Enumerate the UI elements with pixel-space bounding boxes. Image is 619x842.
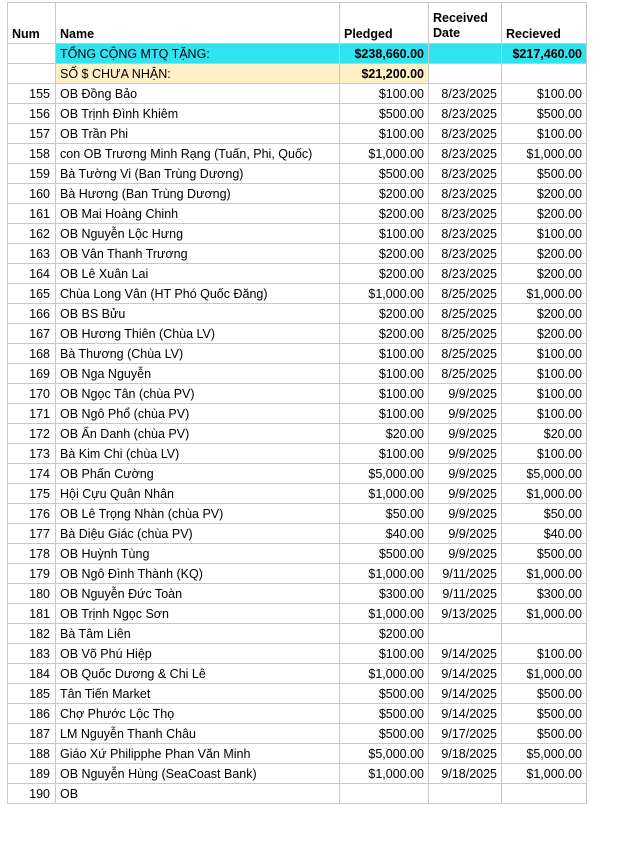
received-cell[interactable]: $200.00: [502, 184, 587, 204]
table-row: [8, 524, 587, 544]
num-cell[interactable]: 167: [8, 324, 56, 344]
name-cell[interactable]: Bà Tường Vi (Ban Trùng Dương): [56, 164, 340, 184]
date-cell[interactable]: 9/14/2025: [429, 664, 502, 684]
received-cell[interactable]: $200.00: [502, 304, 587, 324]
name-cell[interactable]: OB Nguyễn Hùng (SeaCoast Bank): [56, 764, 340, 784]
name-cell[interactable]: LM Nguyễn Thanh Châu: [56, 724, 340, 744]
num-cell[interactable]: 179: [8, 564, 56, 584]
date-cell[interactable]: 8/23/2025: [429, 264, 502, 284]
outstanding-date-cell[interactable]: [429, 64, 502, 84]
received-cell[interactable]: $20.00: [502, 424, 587, 444]
pledged-cell[interactable]: $100.00: [340, 344, 429, 364]
pledged-cell[interactable]: $100.00: [340, 124, 429, 144]
num-cell[interactable]: 185: [8, 684, 56, 704]
pledged-cell[interactable]: $500.00: [340, 704, 429, 724]
received-cell[interactable]: [502, 624, 587, 644]
pledged-cell[interactable]: $40.00: [340, 524, 429, 544]
received-cell[interactable]: $500.00: [502, 104, 587, 124]
num-cell[interactable]: 162: [8, 224, 56, 244]
pledged-cell[interactable]: $100.00: [340, 84, 429, 104]
date-cell[interactable]: 8/23/2025: [429, 124, 502, 144]
received-cell[interactable]: $1,000.00: [502, 564, 587, 584]
name-cell[interactable]: Bà Kim Chi (chùa LV): [56, 444, 340, 464]
header-pledged[interactable]: Pledged: [340, 3, 429, 44]
pledged-cell[interactable]: $200.00: [340, 324, 429, 344]
received-cell[interactable]: $500.00: [502, 684, 587, 704]
num-cell[interactable]: 163: [8, 244, 56, 264]
date-cell[interactable]: 9/13/2025: [429, 604, 502, 624]
date-cell[interactable]: 8/25/2025: [429, 284, 502, 304]
num-cell[interactable]: 177: [8, 524, 56, 544]
table-row: [8, 324, 587, 344]
num-cell[interactable]: 157: [8, 124, 56, 144]
num-cell[interactable]: 160: [8, 184, 56, 204]
received-cell[interactable]: $200.00: [502, 204, 587, 224]
name-cell[interactable]: OB Lê Trọng Nhàn (chùa PV): [56, 504, 340, 524]
num-cell[interactable]: 183: [8, 644, 56, 664]
date-cell[interactable]: 9/9/2025: [429, 524, 502, 544]
table-row: [8, 404, 587, 424]
received-cell[interactable]: $50.00: [502, 504, 587, 524]
pledged-cell[interactable]: $1,000.00: [340, 284, 429, 304]
total-date-cell[interactable]: [429, 44, 502, 64]
total-label[interactable]: TỔNG CỘNG MTQ TẶNG:: [56, 44, 340, 64]
received-cell[interactable]: $1,000.00: [502, 284, 587, 304]
table-row: [8, 164, 587, 184]
received-cell[interactable]: $500.00: [502, 544, 587, 564]
name-cell[interactable]: OB Trịnh Ngọc Sơn: [56, 604, 340, 624]
received-cell[interactable]: $500.00: [502, 704, 587, 724]
table-row: [8, 84, 587, 104]
table-body: [8, 3, 587, 804]
header-name[interactable]: Name: [56, 3, 340, 44]
pledged-cell[interactable]: $500.00: [340, 724, 429, 744]
name-cell[interactable]: OB Nga Nguyễn: [56, 364, 340, 384]
received-cell[interactable]: $200.00: [502, 244, 587, 264]
table-row: [8, 224, 587, 244]
num-cell[interactable]: 166: [8, 304, 56, 324]
pledged-cell[interactable]: $200.00: [340, 264, 429, 284]
name-cell[interactable]: Chợ Phước Lộc Thọ: [56, 704, 340, 724]
table-row: [8, 124, 587, 144]
name-cell[interactable]: Tân Tiến Market: [56, 684, 340, 704]
table-row: [8, 204, 587, 224]
table-row: [8, 244, 587, 264]
name-cell[interactable]: OB Trần Phi: [56, 124, 340, 144]
name-cell[interactable]: Bà Hương (Ban Trùng Dương): [56, 184, 340, 204]
table-row: [8, 444, 587, 464]
num-cell[interactable]: 187: [8, 724, 56, 744]
num-cell[interactable]: 159: [8, 164, 56, 184]
name-cell[interactable]: OB Nguyễn Đức Toàn: [56, 584, 340, 604]
num-cell[interactable]: 164: [8, 264, 56, 284]
num-cell[interactable]: 161: [8, 204, 56, 224]
date-cell[interactable]: 9/18/2025: [429, 744, 502, 764]
num-cell[interactable]: 169: [8, 364, 56, 384]
table-row: [8, 504, 587, 524]
date-cell[interactable]: 8/25/2025: [429, 344, 502, 364]
num-cell[interactable]: 181: [8, 604, 56, 624]
name-cell[interactable]: OB Lê Xuân Lai: [56, 264, 340, 284]
table-row: [8, 264, 587, 284]
num-cell[interactable]: 189: [8, 764, 56, 784]
num-cell[interactable]: 175: [8, 484, 56, 504]
total-num-cell[interactable]: [8, 44, 56, 64]
outstanding-received-cell[interactable]: [502, 64, 587, 84]
name-cell[interactable]: OB Nguyễn Lộc Hưng: [56, 224, 340, 244]
table-row: [8, 704, 587, 724]
date-cell[interactable]: 8/25/2025: [429, 324, 502, 344]
received-cell[interactable]: $100.00: [502, 364, 587, 384]
num-cell[interactable]: 165: [8, 284, 56, 304]
num-cell[interactable]: 180: [8, 584, 56, 604]
date-cell[interactable]: 8/23/2025: [429, 224, 502, 244]
date-cell[interactable]: 9/9/2025: [429, 544, 502, 564]
table-row: [8, 304, 587, 324]
pledged-cell[interactable]: $500.00: [340, 104, 429, 124]
date-cell[interactable]: 8/25/2025: [429, 304, 502, 324]
pledged-cell[interactable]: $500.00: [340, 684, 429, 704]
date-cell[interactable]: 8/25/2025: [429, 364, 502, 384]
pledged-cell[interactable]: $100.00: [340, 384, 429, 404]
num-cell[interactable]: 178: [8, 544, 56, 564]
received-cell[interactable]: $40.00: [502, 524, 587, 544]
date-cell[interactable]: 9/11/2025: [429, 564, 502, 584]
table-row: [8, 464, 587, 484]
num-cell[interactable]: 171: [8, 404, 56, 424]
pledged-cell[interactable]: $100.00: [340, 364, 429, 384]
received-cell[interactable]: $100.00: [502, 124, 587, 144]
table-row: [8, 104, 587, 124]
date-cell[interactable]: 9/9/2025: [429, 484, 502, 504]
header-received-date-line1: Received: [433, 11, 488, 25]
table-row: [8, 424, 587, 444]
name-cell[interactable]: OB Ngô Đình Thành (KQ): [56, 564, 340, 584]
received-cell[interactable]: $100.00: [502, 444, 587, 464]
date-cell[interactable]: 9/17/2025: [429, 724, 502, 744]
pledged-cell[interactable]: $100.00: [340, 444, 429, 464]
table-row: [8, 684, 587, 704]
date-cell[interactable]: 9/9/2025: [429, 384, 502, 404]
pledged-cell[interactable]: $200.00: [340, 244, 429, 264]
num-cell[interactable]: 172: [8, 424, 56, 444]
date-cell[interactable]: 9/14/2025: [429, 644, 502, 664]
pledged-cell[interactable]: $5,000.00: [340, 464, 429, 484]
num-cell[interactable]: 155: [8, 84, 56, 104]
table-row: [8, 484, 587, 504]
pledged-cell[interactable]: $1,000.00: [340, 564, 429, 584]
pledged-cell[interactable]: $1,000.00: [340, 484, 429, 504]
pledged-cell[interactable]: $200.00: [340, 204, 429, 224]
received-cell[interactable]: $1,000.00: [502, 144, 587, 164]
name-cell[interactable]: OB Mai Hoàng Chinh: [56, 204, 340, 224]
received-cell[interactable]: [502, 784, 587, 804]
total-received[interactable]: $217,460.00: [502, 44, 587, 64]
num-cell[interactable]: 188: [8, 744, 56, 764]
date-cell[interactable]: 8/23/2025: [429, 84, 502, 104]
pledged-cell[interactable]: $200.00: [340, 624, 429, 644]
name-cell[interactable]: OB Huỳnh Tùng: [56, 544, 340, 564]
num-cell[interactable]: 170: [8, 384, 56, 404]
received-cell[interactable]: $500.00: [502, 724, 587, 744]
num-cell[interactable]: 186: [8, 704, 56, 724]
name-cell[interactable]: OB Hương Thiên (Chùa LV): [56, 324, 340, 344]
date-cell[interactable]: 9/11/2025: [429, 584, 502, 604]
header-received[interactable]: Recieved: [502, 3, 587, 44]
received-cell[interactable]: $500.00: [502, 164, 587, 184]
total-row: [8, 44, 587, 64]
received-cell[interactable]: $200.00: [502, 324, 587, 344]
pledged-cell[interactable]: $1,000.00: [340, 664, 429, 684]
header-num[interactable]: Num: [8, 3, 56, 44]
pledged-cell[interactable]: $500.00: [340, 164, 429, 184]
donation-table: [7, 2, 587, 804]
total-pledged[interactable]: $238,660.00: [340, 44, 429, 64]
name-cell[interactable]: OB Trịnh Đình Khiêm: [56, 104, 340, 124]
pledged-cell[interactable]: [340, 784, 429, 804]
date-cell[interactable]: 8/23/2025: [429, 184, 502, 204]
table-row: [8, 664, 587, 684]
received-cell[interactable]: $5,000.00: [502, 744, 587, 764]
table-row: [8, 784, 587, 804]
date-cell[interactable]: 9/14/2025: [429, 704, 502, 724]
name-cell[interactable]: Giáo Xứ Philipphe Phan Văn Minh: [56, 744, 340, 764]
table-row: [8, 184, 587, 204]
table-row: [8, 564, 587, 584]
received-cell[interactable]: $100.00: [502, 404, 587, 424]
table-row: [8, 724, 587, 744]
received-cell[interactable]: $100.00: [502, 344, 587, 364]
received-cell[interactable]: $1,000.00: [502, 664, 587, 684]
table-row: [8, 764, 587, 784]
pledged-cell[interactable]: $1,000.00: [340, 604, 429, 624]
received-cell[interactable]: $100.00: [502, 224, 587, 244]
table-row: [8, 144, 587, 164]
received-cell[interactable]: $100.00: [502, 384, 587, 404]
header-received-date-line2: Date: [433, 26, 461, 40]
num-cell[interactable]: 182: [8, 624, 56, 644]
pledged-cell[interactable]: $1,000.00: [340, 764, 429, 784]
received-cell[interactable]: $1,000.00: [502, 764, 587, 784]
table-row: [8, 544, 587, 564]
date-cell[interactable]: 9/9/2025: [429, 504, 502, 524]
outstanding-row: [8, 64, 587, 84]
name-cell[interactable]: OB Quốc Dương & Chi Lê: [56, 664, 340, 684]
received-cell[interactable]: $1,000.00: [502, 484, 587, 504]
date-cell[interactable]: 9/9/2025: [429, 404, 502, 424]
received-cell[interactable]: $100.00: [502, 84, 587, 104]
num-cell[interactable]: 176: [8, 504, 56, 524]
name-cell[interactable]: OB Ngô Phổ (chùa PV): [56, 404, 340, 424]
name-cell[interactable]: OB Đồng Bảo: [56, 84, 340, 104]
table-row: [8, 644, 587, 664]
name-cell[interactable]: OB BS Bửu: [56, 304, 340, 324]
date-cell[interactable]: 9/18/2025: [429, 764, 502, 784]
pledged-cell[interactable]: $1,000.00: [340, 144, 429, 164]
num-cell[interactable]: 173: [8, 444, 56, 464]
received-cell[interactable]: $300.00: [502, 584, 587, 604]
name-cell[interactable]: OB Ẩn Danh (chùa PV): [56, 424, 340, 444]
num-cell[interactable]: 174: [8, 464, 56, 484]
num-cell[interactable]: 168: [8, 344, 56, 364]
header-row: [8, 3, 587, 44]
num-cell[interactable]: 190: [8, 784, 56, 804]
name-cell[interactable]: OB Vân Thanh Trương: [56, 244, 340, 264]
received-cell[interactable]: $1,000.00: [502, 604, 587, 624]
table-row: [8, 624, 587, 644]
pledged-cell[interactable]: $50.00: [340, 504, 429, 524]
date-cell[interactable]: 8/23/2025: [429, 204, 502, 224]
name-cell[interactable]: Hội Cựu Quân Nhân: [56, 484, 340, 504]
num-cell[interactable]: 156: [8, 104, 56, 124]
pledged-cell[interactable]: $200.00: [340, 184, 429, 204]
outstanding-num-cell[interactable]: [8, 64, 56, 84]
pledged-cell[interactable]: $20.00: [340, 424, 429, 444]
date-cell[interactable]: [429, 624, 502, 644]
name-cell[interactable]: OB Võ Phú Hiệp: [56, 644, 340, 664]
name-cell[interactable]: OB Phấn Cường: [56, 464, 340, 484]
date-cell[interactable]: [429, 784, 502, 804]
pledged-cell[interactable]: $500.00: [340, 544, 429, 564]
name-cell[interactable]: Bà Diệu Giác (chùa PV): [56, 524, 340, 544]
received-cell[interactable]: $5,000.00: [502, 464, 587, 484]
name-cell[interactable]: Chùa Long Vân (HT Phó Quốc Đăng): [56, 284, 340, 304]
date-cell[interactable]: 9/14/2025: [429, 684, 502, 704]
date-cell[interactable]: 8/23/2025: [429, 144, 502, 164]
header-received-date[interactable]: [429, 3, 502, 44]
pledged-cell[interactable]: $300.00: [340, 584, 429, 604]
date-cell[interactable]: 9/9/2025: [429, 464, 502, 484]
received-cell[interactable]: $100.00: [502, 644, 587, 664]
name-cell[interactable]: OB: [56, 784, 340, 804]
table-row: [8, 284, 587, 304]
outstanding-label[interactable]: SỐ $ CHƯA NHẬN:: [56, 64, 340, 84]
table-row: [8, 584, 587, 604]
table-row: [8, 384, 587, 404]
num-cell[interactable]: 184: [8, 664, 56, 684]
num-cell[interactable]: 158: [8, 144, 56, 164]
pledged-cell[interactable]: $100.00: [340, 404, 429, 424]
table-row: [8, 344, 587, 364]
table-row: [8, 604, 587, 624]
pledged-cell[interactable]: $200.00: [340, 304, 429, 324]
table-row: [8, 364, 587, 384]
received-cell[interactable]: $200.00: [502, 264, 587, 284]
table-row: [8, 744, 587, 764]
name-cell[interactable]: con OB Trương Minh Rạng (Tuấn, Phi, Quốc): [56, 144, 340, 164]
name-cell[interactable]: Bà Tâm Liên: [56, 624, 340, 644]
outstanding-amount[interactable]: $21,200.00: [340, 64, 429, 84]
date-cell[interactable]: 8/23/2025: [429, 244, 502, 264]
date-cell[interactable]: 9/9/2025: [429, 424, 502, 444]
pledged-cell[interactable]: $100.00: [340, 644, 429, 664]
pledged-cell[interactable]: $100.00: [340, 224, 429, 244]
name-cell[interactable]: OB Ngọc Tân (chùa PV): [56, 384, 340, 404]
pledged-cell[interactable]: $5,000.00: [340, 744, 429, 764]
name-cell[interactable]: Bà Thương (Chùa LV): [56, 344, 340, 364]
date-cell[interactable]: 8/23/2025: [429, 104, 502, 124]
date-cell[interactable]: 8/23/2025: [429, 164, 502, 184]
date-cell[interactable]: 9/9/2025: [429, 444, 502, 464]
